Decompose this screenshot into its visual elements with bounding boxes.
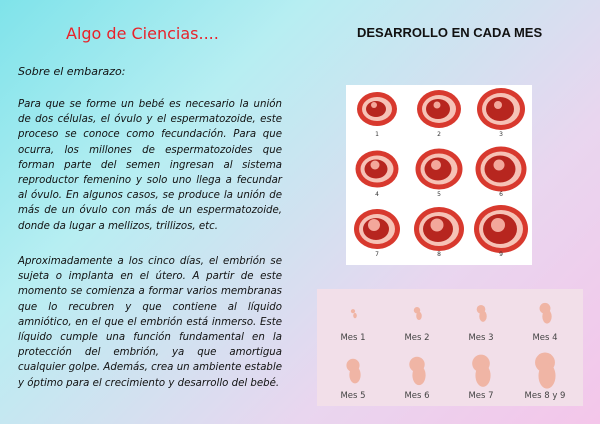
month-number: 8 (437, 251, 441, 258)
fetus-stage-label: Mes 2 (404, 333, 430, 343)
fetus-growth-panel (317, 289, 583, 406)
month-number: 6 (499, 191, 503, 198)
month-number: 3 (499, 131, 503, 138)
uterus-illustration (346, 145, 408, 205)
article-heading: Sobre el embarazo: (18, 65, 126, 78)
month-number: 5 (437, 191, 441, 198)
uterus-illustration (470, 85, 532, 145)
month-number: 4 (375, 191, 379, 198)
fetus-stage (513, 351, 577, 409)
month-number: 2 (437, 131, 441, 138)
fetus-stage (385, 293, 449, 351)
uterus-illustration (408, 145, 470, 205)
month-number: 1 (375, 131, 379, 138)
uterus-illustration (470, 205, 532, 265)
fetus-stage-label: Mes 6 (404, 391, 430, 401)
fetus-stage (449, 293, 513, 351)
fetus-stage (513, 293, 577, 351)
fetus-stage (321, 351, 385, 409)
monthly-development-grid (346, 85, 532, 265)
fetus-stage-label: Mes 7 (468, 391, 494, 401)
uterus-illustration (470, 145, 532, 205)
fetus-stage (385, 351, 449, 409)
month-number: 9 (499, 251, 503, 258)
month-number: 7 (375, 251, 379, 258)
section-title-development: DESARROLLO EN CADA MES (357, 25, 543, 40)
fetus-stage (321, 293, 385, 351)
fetus-stage-label: Mes 3 (468, 333, 494, 343)
fetus-stage-label: Mes 4 (532, 333, 558, 343)
fetus-stage (449, 351, 513, 409)
fetus-stage-label: Mes 1 (340, 333, 366, 343)
paragraph-fertilization: Para que se forme un bebé es necesario la unión de dos células, el óvulo y el espermatozoide, este proceso se conoce como fecundación. Para que ocurra, los millones de espermatozoides que forman parte del semen ingresan al sistema reproductor femenino y solo uno llega a fecundar al óvulo. En algunos casos, se produce la unión de más de un óvulo con más de un espermatozoide, donde da lugar a mellizos, trillizos, etc. (18, 99, 282, 232)
paragraph-implantation: Aproximadamente a los cinco días, el embrión se sujeta o implanta en el útero. A partir de este momento se comienza a formar varios membranas que lo recubren y que contiene al líquido amniótico, en el que el embrión está inmerso. Este líquido cumple una función fundamental en la protección del embrión, ya que amortigua cualquier golpe. Además, crea un ambiente estable y óptimo para el crecimiento y desarrollo del bebé. (18, 256, 282, 389)
uterus-illustration (346, 85, 408, 145)
fetus-stage-label: Mes 5 (340, 391, 366, 401)
uterus-illustration (346, 205, 408, 265)
fetus-stage-label: Mes 8 y 9 (524, 391, 566, 401)
site-title: Algo de Ciencias.... (66, 24, 219, 43)
uterus-illustration (408, 85, 470, 145)
uterus-illustration (408, 205, 470, 265)
